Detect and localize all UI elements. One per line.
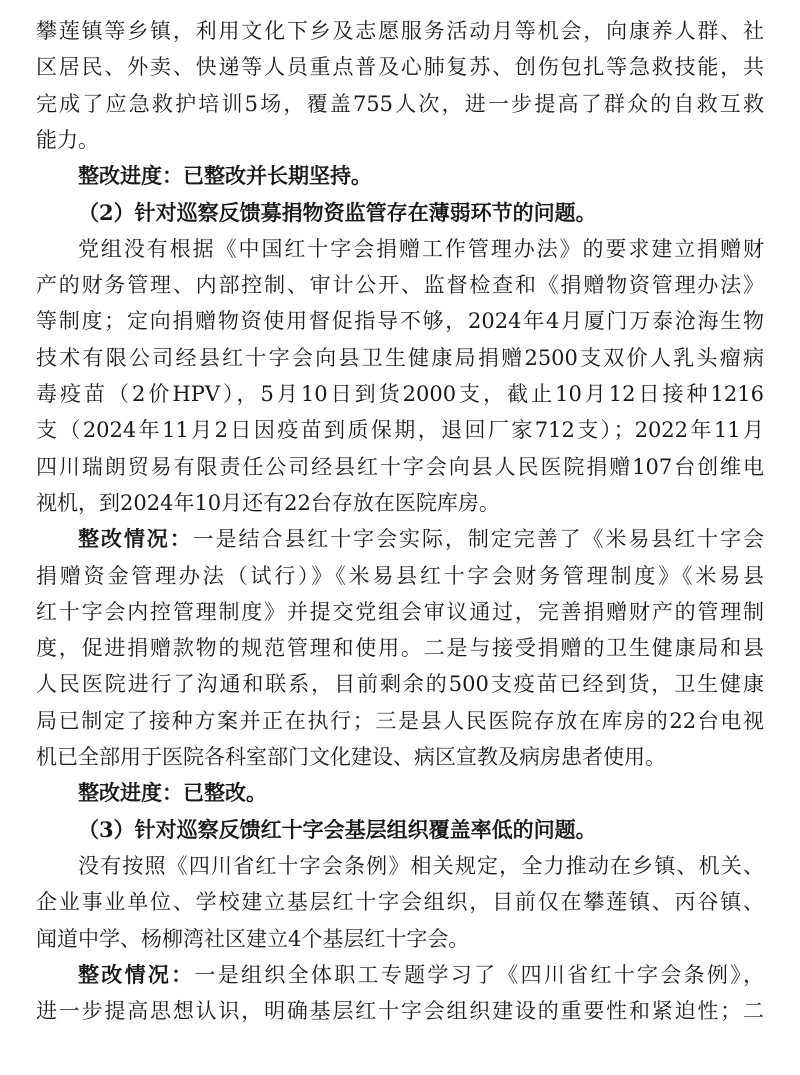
text-line: 进一步提高思想认识，明确基层红十字会组织建设的重要性和紧迫性；二: [36, 999, 764, 1024]
text-line: 支（2024年11月2日因疫苗到质保期，退回厂家712支）；2022年11月: [36, 418, 764, 443]
text-line: 红十字会内控管理制度》并提交党组会审议通过，完善捐赠财产的管理制: [36, 599, 764, 624]
section-lead: 整改情况：: [78, 526, 193, 552]
text-line: （2）针对巡察反馈募捐物资监管存在薄弱环节的问题。: [78, 199, 597, 225]
text-line: 整改进度：已整改并长期坚持。: [78, 163, 372, 189]
text-line: [78, 960, 764, 990]
text-line: 度，促进捐赠款物的规范管理和使用。二是与接受捐赠的卫生健康局和县: [36, 636, 764, 661]
text-line: 没有按照《四川省红十字会条例》相关规定，全力推动在乡镇、机关、: [78, 853, 764, 878]
text-line: 视机，到2024年10月还有22台存放在医院库房。: [36, 490, 500, 515]
text-line: 技术有限公司经县红十字会向县卫生健康局捐赠2500支双价人乳头瘤病: [36, 345, 764, 370]
section-lead: 整改情况：: [78, 961, 195, 987]
text-line: 攀莲镇等乡镇，利用文化下乡及志愿服务活动月等机会，向康养人群、社: [36, 19, 764, 43]
line-text: 一是组织全体职工专题学习了《四川省红十字会条例》，: [194, 962, 764, 987]
text-line: 机已全部用于医院各科室部门文化建设、病区宣教及病房患者使用。: [36, 745, 666, 769]
text-line: 等制度；定向捐赠物资使用督促指导不够，2024年4月厦门万泰沧海生物: [36, 309, 764, 334]
text-line: 整改进度：已整改。: [78, 780, 267, 806]
text-line: 产的财务管理、内部控制、审计公开、监督检查和《捐赠物资管理办法》: [36, 273, 764, 298]
text-line: 能力。: [36, 127, 99, 152]
text-line: 完成了应急救护培训5场，覆盖755人次，进一步提高了群众的自救互救: [36, 91, 764, 116]
text-line: 企业事业单位、学校建立基层红十字会组织，目前仅在攀莲镇、丙谷镇、: [36, 890, 764, 915]
text-line: 局已制定了接种方案并正在执行；三是县人民医院存放在库房的22台电视: [36, 708, 764, 733]
text-line: 党组没有根据《中国红十字会捐赠工作管理办法》的要求建立捐赠财: [78, 236, 764, 261]
text-line: 人民医院进行了沟通和联系，目前剩余的500支疫苗已经到货，卫生健康: [36, 672, 764, 697]
text-line: [78, 524, 764, 554]
text-line: 捐赠资金管理办法（试行）》《米易县红十字会财务管理制度》《米易县: [36, 563, 764, 588]
text-line: （3）针对巡察反馈红十字会基层组织覆盖率低的问题。: [78, 816, 597, 842]
text-line: 区居民、外卖、快递等人员重点普及心肺复苏、创伤包扎等急救技能，共: [36, 55, 764, 80]
line-text: 一是结合县红十字会实际，制定完善了《米易县红十字会: [192, 527, 764, 552]
text-line: 毒疫苗（2价HPV），5月10日到货2000支，截止10月12日接种1216: [36, 382, 764, 406]
text-line: 四川瑞朗贸易有限责任公司经县红十字会向县人民医院捐赠107台创维电: [36, 454, 764, 479]
text-line: 闻道中学、杨柳湾社区建立4个基层红十字会。: [36, 926, 470, 951]
